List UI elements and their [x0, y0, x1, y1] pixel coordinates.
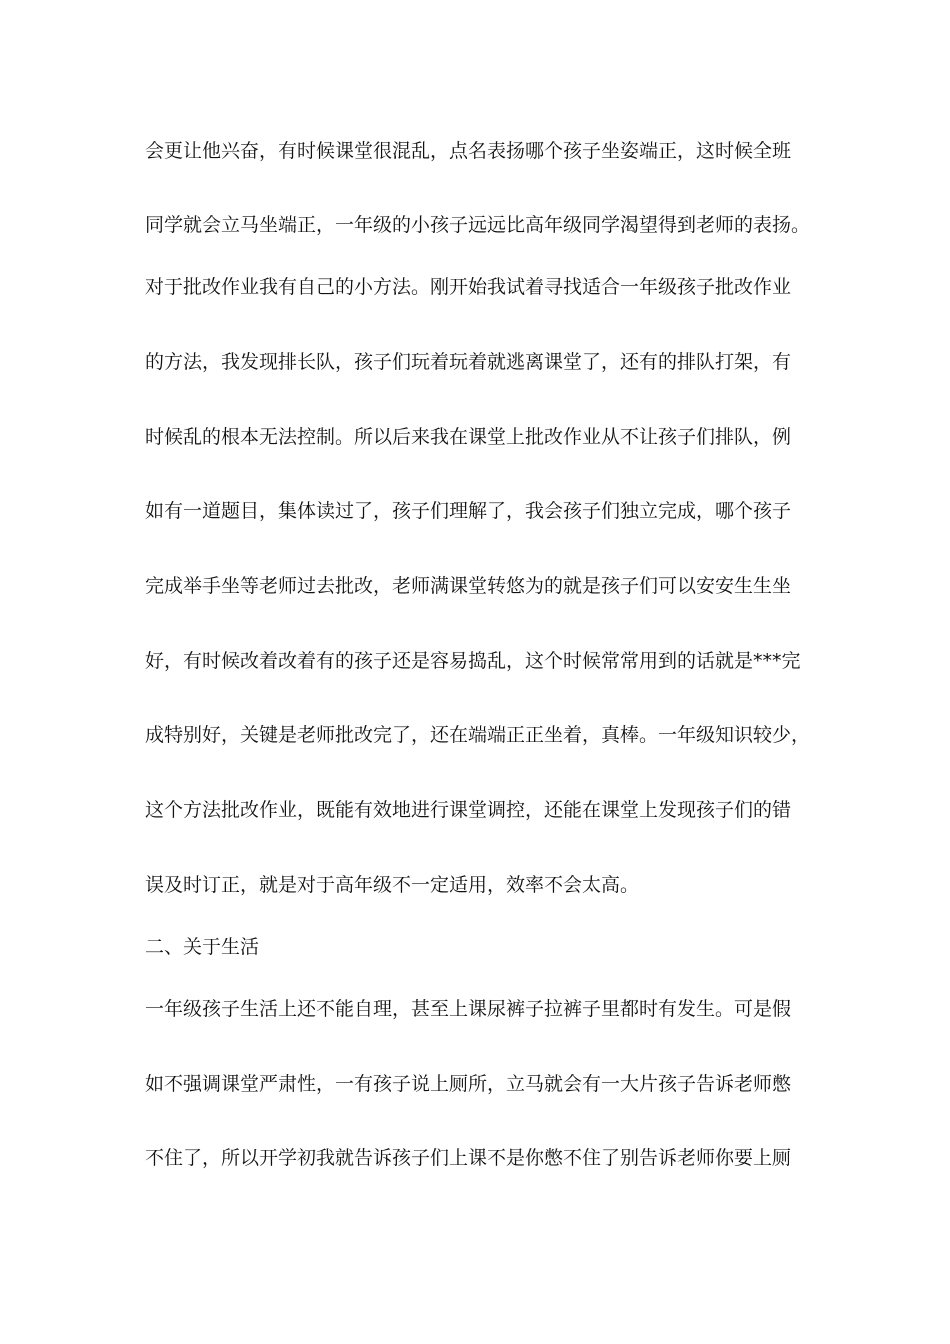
text-line: 时候乱的根本无法控制。所以后来我在课堂上批改作业从不让孩子们排队，例 [145, 426, 792, 448]
text-line: 好，有时候改着改着有的孩子还是容易捣乱，这个时候常常用到的话就是***完 [145, 650, 801, 672]
text-line: 完成举手坐等老师过去批改，老师满课堂转悠为的就是孩子们可以安安生生坐 [145, 575, 792, 597]
text-line: 如有一道题目，集体读过了，孩子们理解了，我会孩子们独立完成，哪个孩子 [145, 500, 792, 522]
text-line: 一年级孩子生活上还不能自理，甚至上课尿裤子拉裤子里都时有发生。可是假 [145, 998, 792, 1020]
text-line: 对于批改作业我有自己的小方法。刚开始我试着寻找适合一年级孩子批改作业 [145, 276, 792, 298]
text-line: 的方法，我发现排长队，孩子们玩着玩着就逃离课堂了，还有的排队打架，有 [145, 351, 792, 373]
text-line: 成特别好，关键是老师批改完了，还在端端正正坐着，真棒。一年级知识较少， [145, 724, 811, 746]
text-line: 如不强调课堂严肃性，一有孩子说上厕所，立马就会有一大片孩子告诉老师憋 [145, 1073, 792, 1095]
text-line: 这个方法批改作业，既能有效地进行课堂调控，还能在课堂上发现孩子们的错 [145, 799, 792, 821]
text-line: 同学就会立马坐端正，一年级的小孩子远远比高年级同学渴望得到老师的表扬。 [145, 214, 811, 236]
text-line: 误及时订正，就是对于高年级不一定适用，效率不会太高。 [145, 874, 640, 896]
text-line: 不住了，所以开学初我就告诉孩子们上课不是你憋不住了别告诉老师你要上厕 [145, 1147, 792, 1169]
text-line: 会更让他兴奋，有时候课堂很混乱，点名表扬哪个孩子坐姿端正，这时候全班 [145, 140, 792, 162]
section-heading: 二、关于生活 [145, 936, 260, 958]
